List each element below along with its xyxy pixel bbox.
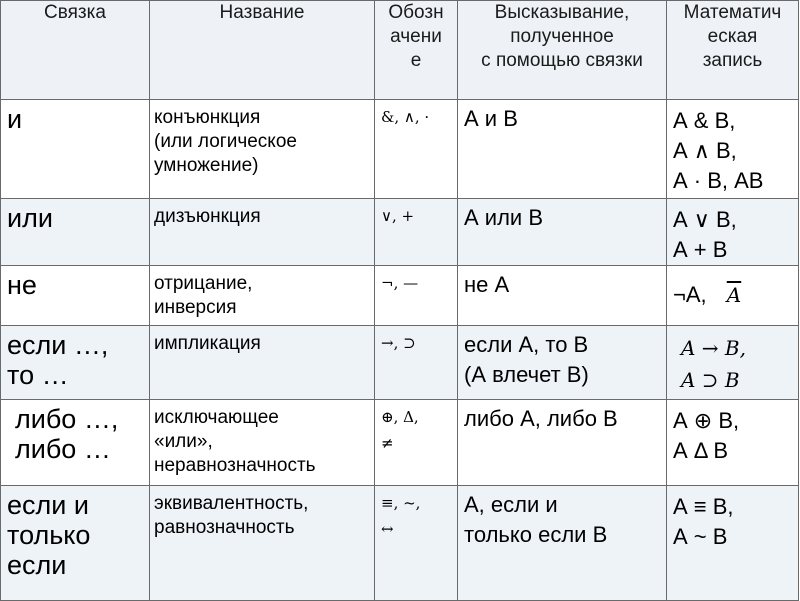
connective-cell [1, 100, 150, 199]
table-row-disjunction [1, 199, 799, 266]
table-row-implication [1, 326, 799, 400]
math-cell [667, 400, 799, 486]
math-text: А ∨ В, [673, 207, 737, 232]
name-text: умножение) [154, 155, 259, 176]
table-row-equivalence [1, 486, 799, 601]
name-text: исключающее [154, 407, 279, 428]
notation-cell [375, 266, 458, 326]
notation-cell [375, 486, 458, 601]
math-cell [667, 100, 799, 199]
notation-cell [375, 326, 458, 400]
statement-cell [458, 266, 667, 326]
header-math-line-3: запись [702, 50, 763, 71]
connective-text: если [7, 550, 67, 580]
connective-cell [1, 266, 150, 326]
math-negation-line [673, 272, 798, 310]
statement-cell [458, 100, 667, 199]
connective-cell [1, 400, 150, 486]
statement-text: А и В [464, 106, 518, 131]
name-cell [150, 100, 375, 199]
name-text: конъюнкция [154, 107, 261, 128]
math-cell [667, 199, 799, 266]
table-row-exclusive-or [1, 400, 799, 486]
math-cell [667, 326, 799, 400]
math-text: А ~ В [673, 524, 728, 549]
name-text: дизъюнкция [154, 206, 261, 227]
connective-cell [1, 486, 150, 601]
name-cell [150, 326, 375, 400]
notation-cell [375, 100, 458, 199]
math-cell [667, 266, 799, 326]
math-text: ¬А, [673, 282, 707, 307]
statement-cell [458, 199, 667, 266]
math-text: А ⊕ В, [673, 408, 740, 433]
name-text: неравнозначность [154, 455, 316, 476]
table-row-negation [1, 266, 799, 326]
name-text: «или», [154, 431, 213, 452]
header-statement [458, 1, 667, 100]
header-statement-line-3: с помощью связки [481, 50, 643, 71]
statement-text: либо А, либо В [464, 406, 618, 431]
connective-cell [1, 326, 150, 400]
name-text: (или логическое [154, 131, 297, 152]
header-statement-line-1: Высказывание, [494, 2, 630, 23]
statement-text: только если В [464, 522, 608, 547]
header-math-line-2: еская [707, 26, 758, 47]
name-text: отрицание, [154, 273, 253, 294]
connective-text: если и [7, 490, 89, 520]
math-text: A → B, [681, 336, 746, 360]
header-math-line-1: Математич [683, 2, 782, 23]
statement-cell [458, 326, 667, 400]
math-text: A ⊃ B [681, 368, 740, 392]
math-text: А Δ В [673, 438, 729, 463]
notation-cell [375, 199, 458, 266]
header-math [667, 1, 799, 100]
header-row [1, 1, 799, 100]
connective-cell [1, 199, 150, 266]
header-notation [375, 1, 458, 100]
notation-text: ↔ [381, 520, 394, 538]
math-text: А & В, [673, 108, 736, 133]
header-name [150, 1, 375, 100]
header-statement-line-2: полученное [510, 26, 614, 47]
name-text: импликация [154, 333, 261, 354]
statement-text: А или В [464, 205, 543, 230]
statement-cell [458, 486, 667, 601]
notation-text: →, ⊃ [381, 334, 416, 352]
notation-cell [375, 400, 458, 486]
statement-text: не А [464, 272, 510, 297]
math-text: А ≡ В, [673, 494, 734, 519]
connective-text: только [7, 520, 91, 550]
math-text: А · В, АВ [673, 168, 764, 193]
name-cell [150, 266, 375, 326]
header-connective-label: Связка [44, 2, 106, 23]
header-notation-line-1: Обозн [388, 2, 444, 23]
math-text: А ∧ В, [673, 138, 737, 163]
notation-text: ∨, + [381, 207, 415, 225]
connective-text: не [7, 270, 37, 300]
statement-text: если А, то В [464, 332, 589, 357]
notation-text: ≠ [381, 434, 394, 452]
name-cell [150, 400, 375, 486]
connective-text: либо …, [15, 404, 119, 434]
notation-text: ≡, ~, [381, 494, 421, 512]
connective-text: и [7, 104, 23, 134]
table-row-conjunction [1, 100, 799, 199]
name-text: эквивалентность, [154, 493, 309, 514]
statement-cell [458, 400, 667, 486]
header-notation-line-3: е [410, 50, 422, 71]
header-notation-line-2: ачени [390, 26, 442, 47]
statement-text: (А влечет В) [464, 362, 589, 387]
statement-text: А, если и [464, 492, 558, 517]
header-connective [1, 1, 150, 100]
connective-text: то … [7, 360, 69, 390]
notation-text: &, ∧, · [381, 108, 430, 126]
notation-text: ¬, — [381, 274, 419, 292]
connective-text: либо … [15, 434, 111, 464]
header-name-label: Название [219, 2, 305, 23]
name-text: равнозначность [154, 517, 295, 538]
math-text: А + В [673, 237, 728, 262]
name-cell [150, 199, 375, 266]
math-overline-text: $\overline{A}$ [726, 283, 742, 307]
math-cell [667, 486, 799, 601]
connective-text: или [7, 203, 53, 233]
notation-text: ⊕, Δ, [381, 408, 419, 426]
name-text: инверсия [154, 297, 237, 318]
name-cell [150, 486, 375, 601]
connective-text: если …, [7, 330, 109, 360]
